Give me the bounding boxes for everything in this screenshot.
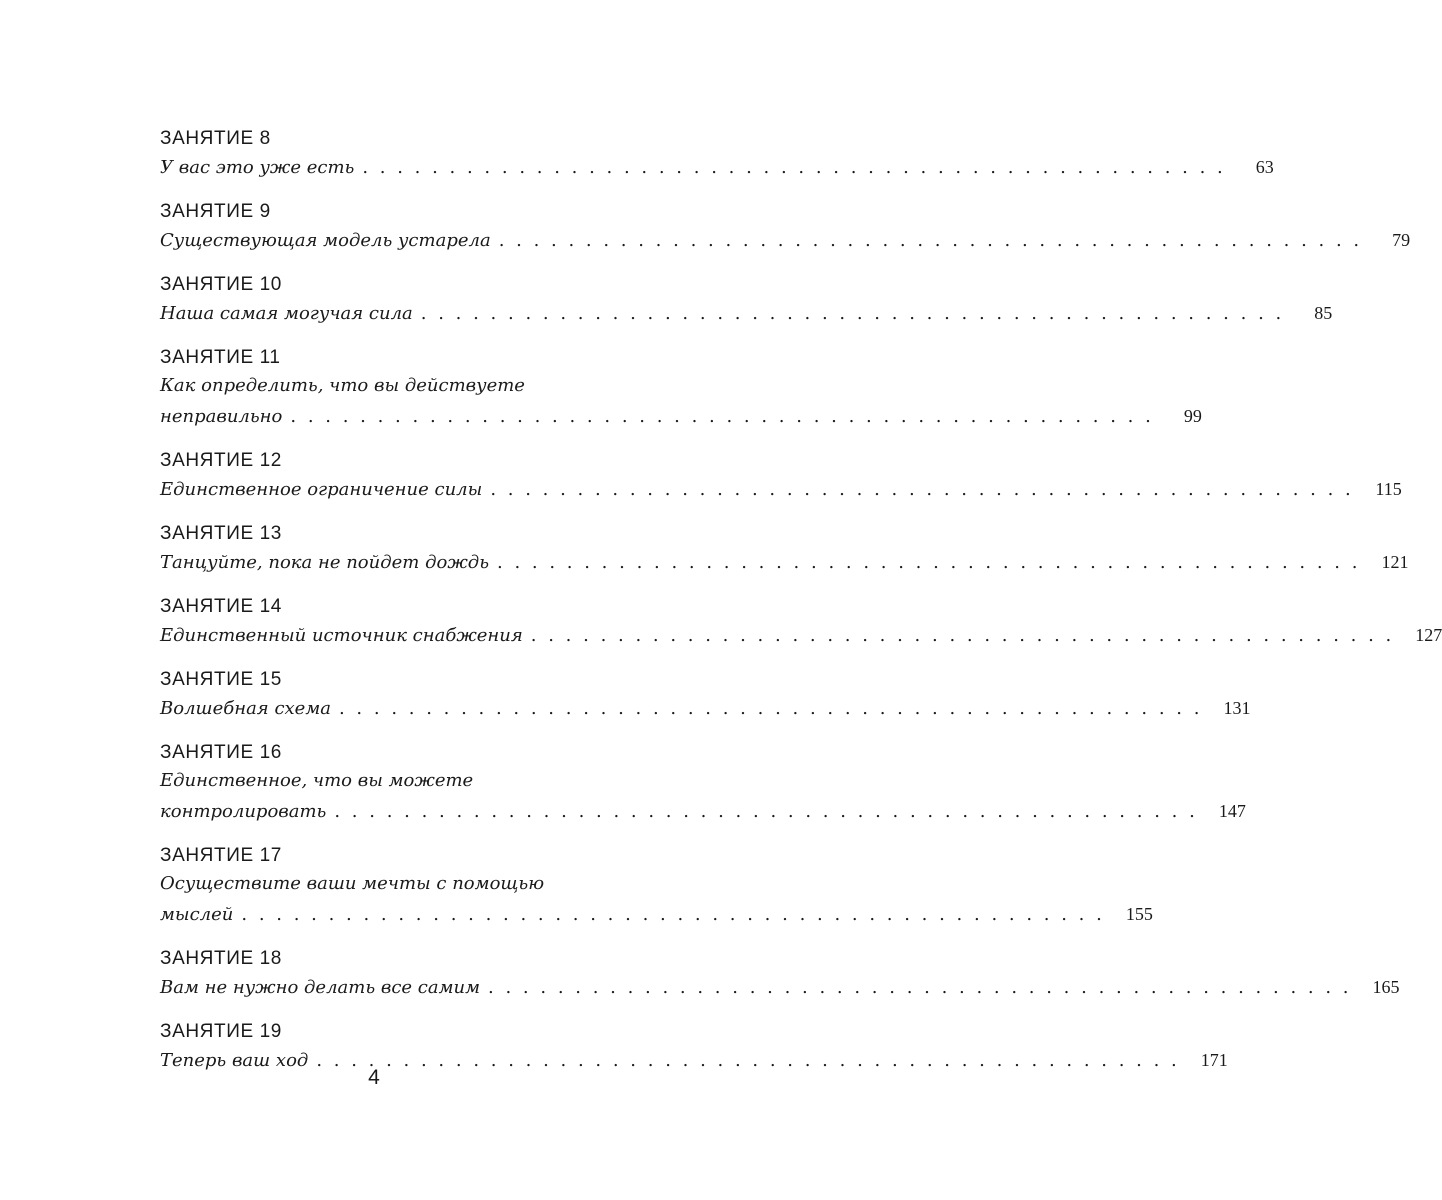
lesson-title-line: Единственное, что вы можете	[160, 770, 474, 791]
lesson-title: мыслей	[160, 904, 234, 925]
toc-entry	[160, 199, 1411, 256]
dot-leader: . . . . . . . . . . . . . . . . . . . . . . . . . . . . . . . . . . . . . . . . . . . . . . . . . .	[241, 904, 1105, 925]
toc-entry	[160, 448, 1402, 505]
lesson-title: Волшебная схема	[160, 698, 331, 719]
lesson-label: ЗАНЯТИЕ 13	[160, 523, 282, 544]
toc-entry	[160, 272, 1333, 329]
toc-row	[160, 152, 1274, 183]
dot-leader: . . . . . . . . . . . . . . . . . . . . . . . . . . . . . . . . . . . . . . . . . . . . . . . . . .	[316, 1050, 1180, 1071]
toc-row	[160, 796, 1246, 827]
dot-leader: . . . . . . . . . . . . . . . . . . . . . . . . . . . . . . . . . . . . . . . . . . . . . . . . . .	[497, 552, 1361, 573]
lesson-title: Единственный источник снабжения	[160, 625, 523, 646]
toc-entry	[160, 521, 1409, 578]
toc-row	[160, 547, 1409, 578]
page-reference: 121	[1381, 552, 1409, 572]
toc-entry	[160, 740, 1246, 827]
page-reference: 63	[1255, 157, 1274, 177]
lesson-label: ЗАНЯТИЕ 19	[160, 1021, 282, 1042]
toc-row	[160, 401, 1202, 432]
page-reference: 115	[1375, 479, 1402, 499]
toc-row	[160, 298, 1333, 329]
page-reference: 85	[1314, 303, 1333, 323]
lesson-label: ЗАНЯТИЕ 18	[160, 948, 282, 969]
dot-leader: . . . . . . . . . . . . . . . . . . . . . . . . . . . . . . . . . . . . . . . . . . . . . . . . . .	[488, 977, 1352, 998]
lesson-label: ЗАНЯТИЕ 16	[160, 742, 282, 763]
toc-row	[160, 693, 1251, 724]
toc-entry	[160, 126, 1274, 183]
table-of-contents	[160, 126, 1442, 1092]
page-reference: 171	[1200, 1050, 1228, 1070]
lesson-title-line: Осуществите ваши мечты с помощью	[160, 873, 545, 894]
lesson-title-line: Как определить, что вы действуете	[160, 375, 525, 396]
toc-entry	[160, 667, 1251, 724]
page-reference: 131	[1223, 698, 1251, 718]
page-reference: 79	[1392, 230, 1411, 250]
toc-entry	[160, 843, 1153, 930]
toc-entry	[160, 345, 1202, 432]
lesson-title: Теперь ваш ход	[160, 1050, 309, 1071]
lesson-label: ЗАНЯТИЕ 12	[160, 450, 282, 471]
toc-entry	[160, 594, 1442, 651]
lesson-title: Наша самая могучая сила	[160, 303, 413, 324]
lesson-title: У вас это уже есть	[160, 157, 355, 178]
lesson-title: неправильно	[160, 406, 283, 427]
lesson-label: ЗАНЯТИЕ 14	[160, 596, 282, 617]
toc-row	[160, 474, 1402, 505]
toc-row	[160, 620, 1442, 651]
toc-row	[160, 225, 1411, 256]
lesson-label: ЗАНЯТИЕ 11	[160, 347, 281, 368]
lesson-title: Вам не нужно делать все самим	[160, 977, 481, 998]
dot-leader: . . . . . . . . . . . . . . . . . . . . . . . . . . . . . . . . . . . . . . . . . . . . . . . . . .	[290, 406, 1154, 427]
lesson-title: Танцуйте, пока не пойдет дождь	[160, 552, 490, 573]
dot-leader: . . . . . . . . . . . . . . . . . . . . . . . . . . . . . . . . . . . . . . . . . . . . . . . . . .	[362, 157, 1226, 178]
dot-leader: . . . . . . . . . . . . . . . . . . . . . . . . . . . . . . . . . . . . . . . . . . . . . . . . . .	[338, 698, 1203, 719]
lesson-label: ЗАНЯТИЕ 17	[160, 845, 282, 866]
lesson-label: ЗАНЯТИЕ 10	[160, 274, 282, 295]
lesson-title: контролировать	[160, 801, 327, 822]
page-reference: 99	[1183, 406, 1202, 426]
dot-leader: . . . . . . . . . . . . . . . . . . . . . . . . . . . . . . . . . . . . . . . . . . . . . . . . . .	[498, 230, 1363, 251]
page-reference: 165	[1372, 977, 1400, 997]
lesson-title: Существующая модель устарела	[160, 230, 491, 251]
page-number: 4	[368, 1066, 380, 1089]
lesson-label: ЗАНЯТИЕ 9	[160, 201, 271, 222]
toc-entry	[160, 946, 1400, 1003]
dot-leader: . . . . . . . . . . . . . . . . . . . . . . . . . . . . . . . . . . . . . . . . . . . . . . . . . .	[420, 303, 1285, 324]
toc-row	[160, 972, 1400, 1003]
page-reference: 127	[1415, 625, 1442, 645]
toc-row	[160, 899, 1153, 930]
lesson-label: ЗАНЯТИЕ 8	[160, 128, 271, 149]
lesson-title: Единственное ограничение силы	[160, 479, 483, 500]
lesson-label: ЗАНЯТИЕ 15	[160, 669, 282, 690]
page-reference: 147	[1218, 801, 1246, 821]
dot-leader: . . . . . . . . . . . . . . . . . . . . . . . . . . . . . . . . . . . . . . . . . . . . . . . . . .	[334, 801, 1198, 822]
page-reference: 155	[1125, 904, 1153, 924]
dot-leader: . . . . . . . . . . . . . . . . . . . . . . . . . . . . . . . . . . . . . . . . . . . . . . . . . .	[490, 479, 1354, 500]
dot-leader: . . . . . . . . . . . . . . . . . . . . . . . . . . . . . . . . . . . . . . . . . . . . . . . . . .	[530, 625, 1395, 646]
